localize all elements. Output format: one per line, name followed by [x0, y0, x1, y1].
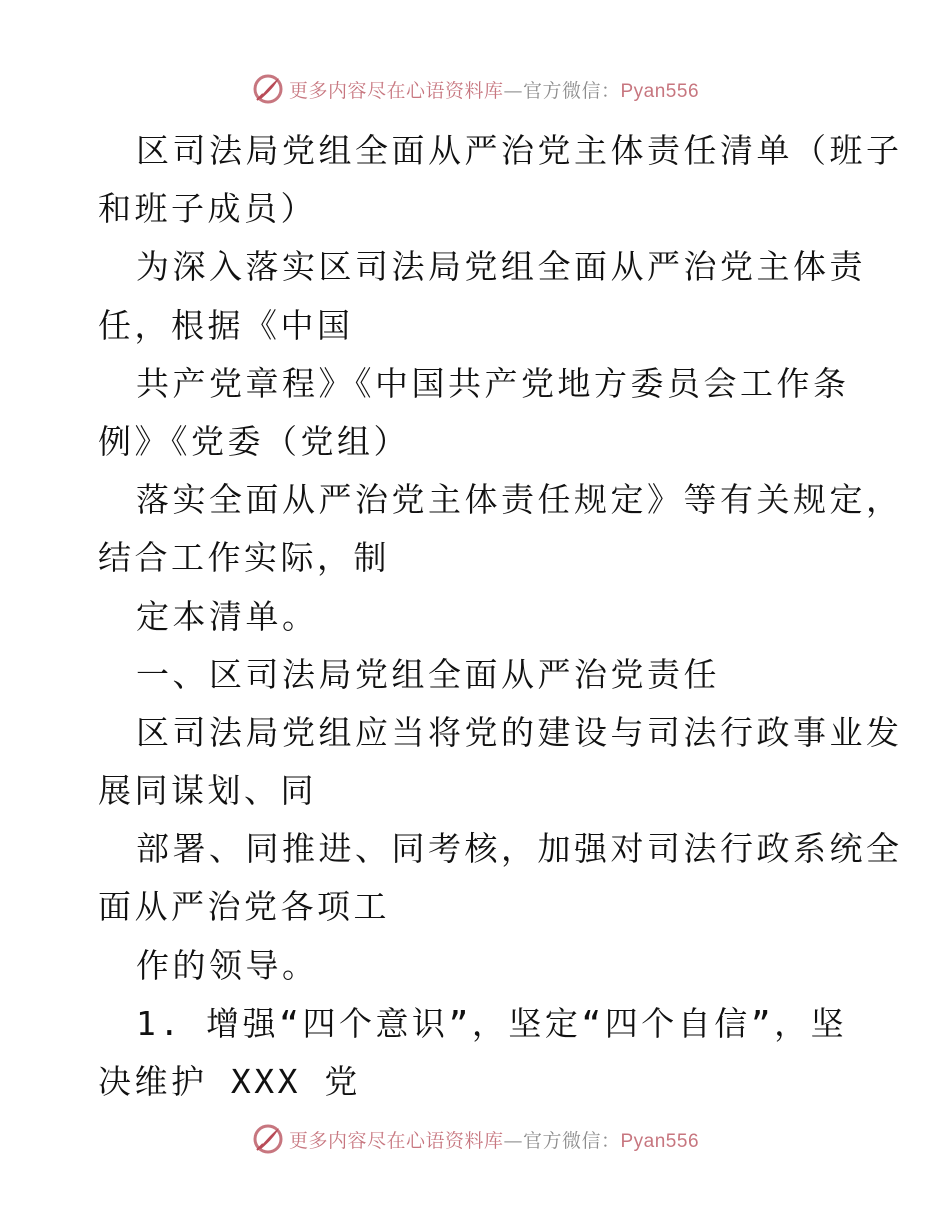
paragraph-line: 展同谋划、同: [98, 771, 317, 811]
document-body: [98, 122, 903, 1111]
doc-title-line-2: 和班子成员）: [98, 189, 317, 229]
paragraph-line: 共产党章程》《中国共产党地方委员会工作条: [136, 363, 850, 403]
paragraph-line: 落实全面从严治党主体责任规定》等有关规定，: [136, 480, 903, 520]
list-item-line: 决维护 XXX 党: [98, 1062, 361, 1101]
section-heading: 一、区司法局党组全面从严治党责任: [136, 654, 720, 694]
watermark-group: [251, 72, 699, 106]
paragraph-line: 定本清单。: [136, 596, 319, 636]
paragraph-line: 任，根据《中国: [98, 305, 354, 345]
watermark-group: [251, 1122, 699, 1156]
list-item-line: 1. 增强“四个意识”，坚定“四个自信”，坚: [136, 1003, 848, 1043]
header-watermark: [0, 72, 950, 106]
paragraph-line: 面从严治党各项工: [98, 887, 390, 927]
paragraph-line: 区司法局党组应当将党的建设与司法行政事业发: [136, 712, 903, 752]
feather-pen-logo-icon: [251, 1122, 285, 1156]
paragraph-line: 部署、同推进、同考核，加强对司法行政系统全: [136, 829, 903, 869]
doc-title-line-1: 区司法局党组全面从严治党主体责任清单（班子: [136, 131, 903, 170]
watermark-text: 更多内容尽在心语资料库—官方微信：Pyan556: [288, 1129, 700, 1152]
footer-watermark: [0, 1122, 950, 1156]
paragraph-line: 结合工作实际，制: [98, 538, 390, 578]
watermark-text: 更多内容尽在心语资料库—官方微信：Pyan556: [288, 79, 700, 102]
paragraph-line: 为深入落实区司法局党组全面从严治党主体责: [136, 247, 866, 287]
feather-pen-logo-icon: [251, 72, 285, 106]
paragraph-line: 作的领导。: [136, 945, 319, 985]
paragraph-line: 例》《党委（党组）: [98, 421, 410, 461]
